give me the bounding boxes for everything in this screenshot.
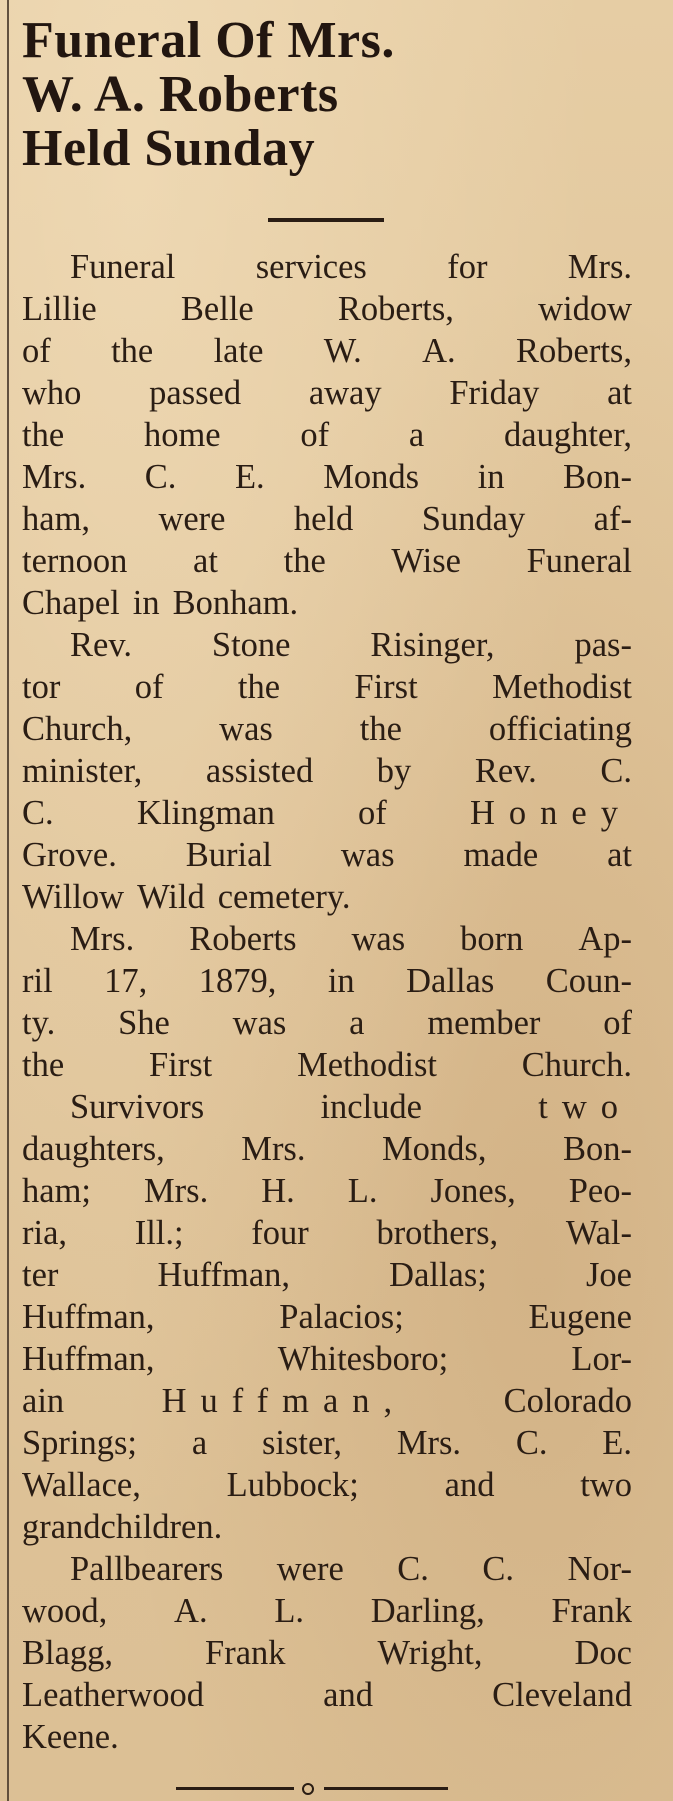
article-word: 1879,: [198, 962, 277, 1000]
article-word: the: [359, 710, 402, 748]
article-word: Bon-: [563, 458, 632, 496]
article-word: Rev.: [70, 626, 132, 664]
article-line: [22, 1464, 632, 1506]
article-word: Willow: [22, 878, 125, 916]
article-line: [22, 1548, 632, 1590]
article-word: was: [340, 836, 395, 874]
article-word: wood,: [22, 1592, 108, 1630]
article-word: Whitesboro;: [277, 1340, 449, 1378]
article-word: daughter,: [504, 416, 632, 454]
article-word: Chapel: [22, 584, 120, 622]
article-line: [22, 1296, 632, 1338]
article-word: Ill.;: [134, 1214, 184, 1252]
article-line: [22, 1506, 632, 1548]
article-word: of: [603, 1004, 632, 1042]
article-word: Monds: [323, 458, 420, 496]
article-word: Methodist: [297, 1046, 437, 1084]
article-line: [22, 876, 632, 918]
article-word: two: [580, 1466, 632, 1504]
headline: [22, 14, 632, 176]
article-word: Doc: [574, 1634, 632, 1672]
article-word: Roberts: [189, 920, 297, 958]
article-word: Huffman,: [161, 1382, 407, 1420]
article-line: [22, 1128, 632, 1170]
article-word: of: [134, 668, 164, 706]
article-word: Mrs.: [396, 1424, 462, 1462]
article-line: [22, 246, 632, 288]
article-word: Lillie: [22, 290, 97, 328]
article-line: [22, 414, 632, 456]
article-word: of: [358, 794, 387, 832]
ornament-rule-left: [176, 1787, 294, 1790]
article-word: Joe: [586, 1256, 632, 1294]
article-word: ria,: [22, 1214, 68, 1252]
article-line: [22, 960, 632, 1002]
article-word: She: [118, 1004, 170, 1042]
article-word: Survivors: [70, 1088, 205, 1126]
article-word: First: [148, 1046, 213, 1084]
article-word: C.: [397, 1550, 429, 1588]
article-word: were: [158, 500, 226, 538]
article-word: ham,: [22, 500, 91, 538]
article-word: away: [308, 374, 382, 412]
end-ornament: [176, 1783, 448, 1793]
ornament-circle: [302, 1783, 314, 1795]
article-word: and: [444, 1466, 495, 1504]
article-word: Palacios;: [279, 1298, 404, 1336]
article-word: Stone: [211, 626, 291, 664]
article-word: services: [255, 248, 367, 286]
article-word: Monds,: [381, 1130, 487, 1168]
article-word: the: [283, 542, 326, 580]
article-word: Cleveland: [492, 1676, 632, 1714]
article-line: [22, 1170, 632, 1212]
article-word: officiating: [488, 710, 632, 748]
article-word: the: [22, 416, 65, 454]
article-word: were: [276, 1550, 344, 1588]
article-word: L.: [274, 1592, 305, 1630]
article-word: at: [193, 542, 218, 580]
article-word: late: [213, 332, 264, 370]
article-word: the: [111, 332, 154, 370]
article-word: Methodist: [492, 668, 632, 706]
article-word: in: [327, 962, 355, 1000]
newspaper-clipping: [22, 14, 632, 1758]
article-word: Bon-: [562, 1130, 632, 1168]
article-word: Funeral: [70, 248, 176, 286]
article-line: [22, 1086, 632, 1128]
article-word: Ap-: [578, 920, 632, 958]
article-word: C.: [22, 794, 54, 832]
article-word: at: [607, 374, 632, 412]
article-word: held: [293, 500, 354, 538]
article-line: [22, 792, 632, 834]
article-word: Mrs.: [22, 458, 87, 496]
article-word: Peo-: [568, 1172, 632, 1210]
article-line: [22, 330, 632, 372]
article-word: Eugene: [528, 1298, 632, 1336]
article-word: a: [349, 1004, 365, 1042]
article-word: Honey: [469, 794, 632, 832]
article-word: widow: [538, 290, 632, 328]
article-word: Mrs.: [143, 1172, 209, 1210]
article-line: [22, 1422, 632, 1464]
article-word: Rev.: [474, 752, 537, 790]
article-word: Risinger,: [370, 626, 495, 664]
article-word: daughters,: [22, 1130, 165, 1168]
article-word: E.: [234, 458, 265, 496]
article-word: Church,: [22, 710, 133, 748]
article-word: member: [427, 1004, 541, 1042]
article-body: [22, 246, 632, 1758]
article-word: 17,: [104, 962, 148, 1000]
article-word: include: [320, 1088, 422, 1126]
article-word: Jones,: [430, 1172, 516, 1210]
article-word: sister,: [261, 1424, 343, 1462]
article-word: E.: [602, 1424, 632, 1462]
article-word: at: [607, 836, 632, 874]
article-word: passed: [149, 374, 242, 412]
article-word: home: [143, 416, 221, 454]
article-word: grandchildren.: [22, 1508, 223, 1546]
headline-line: Funeral Of Mrs.: [22, 12, 395, 69]
article-line: [22, 1380, 632, 1422]
article-word: Roberts,: [337, 290, 454, 328]
article-word: H.: [261, 1172, 295, 1210]
article-word: Keene.: [22, 1718, 119, 1756]
article-word: Burial: [185, 836, 272, 874]
article-word: a: [408, 416, 425, 454]
article-word: L.: [347, 1172, 378, 1210]
article-word: ternoon: [22, 542, 128, 580]
article-word: Leatherwood: [22, 1676, 205, 1714]
article-word: ter: [22, 1256, 59, 1294]
article-word: born: [460, 920, 524, 958]
article-word: Friday: [449, 374, 540, 412]
article-word: of: [22, 332, 51, 370]
article-word: Mrs.: [70, 920, 135, 958]
article-word: cemetery.: [217, 878, 351, 916]
article-line: [22, 1044, 632, 1086]
article-word: the: [22, 1046, 65, 1084]
article-word: Huffman,: [157, 1256, 291, 1294]
article-word: ty.: [22, 1004, 56, 1042]
article-word: Wal-: [565, 1214, 632, 1252]
article-line: [22, 1212, 632, 1254]
article-line: [22, 1338, 632, 1380]
article-line: [22, 666, 632, 708]
article-line: [22, 540, 632, 582]
article-word: Huffman,: [22, 1340, 155, 1378]
article-word: by: [376, 752, 412, 790]
article-word: four: [251, 1214, 309, 1252]
article-word: Klingman: [136, 794, 275, 832]
article-word: af-: [593, 500, 632, 538]
article-line: [22, 288, 632, 330]
article-word: Frank: [551, 1592, 632, 1630]
article-word: pas-: [574, 626, 632, 664]
article-word: made: [463, 836, 539, 874]
article-line: [22, 1632, 632, 1674]
article-word: ain: [22, 1382, 65, 1420]
article-word: brothers,: [376, 1214, 499, 1252]
article-word: Huffman,: [22, 1298, 155, 1336]
article-word: A.: [174, 1592, 208, 1630]
article-word: Colorado: [503, 1382, 632, 1420]
article-word: Blagg,: [22, 1634, 114, 1672]
article-word: Springs;: [22, 1424, 138, 1462]
article-line: [22, 1716, 632, 1758]
article-word: Mrs.: [241, 1130, 306, 1168]
headline-line: Held Sunday: [22, 120, 316, 177]
article-line: [22, 372, 632, 414]
article-word: ham;: [22, 1172, 91, 1210]
article-word: Lor-: [571, 1340, 632, 1378]
article-word: C.: [515, 1424, 548, 1462]
article-word: ril: [22, 962, 53, 1000]
article-word: Frank: [205, 1634, 286, 1672]
article-word: Bonham.: [172, 584, 299, 622]
article-word: who: [22, 374, 82, 412]
article-word: Funeral: [526, 542, 632, 580]
article-word: Belle: [180, 290, 254, 328]
headline-divider: [268, 218, 384, 222]
article-line: [22, 834, 632, 876]
article-word: Coun-: [545, 962, 632, 1000]
article-line: [22, 624, 632, 666]
article-word: was: [219, 710, 273, 748]
article-word: Dallas;: [389, 1256, 487, 1294]
article-word: Sunday: [421, 500, 526, 538]
article-word: a: [191, 1424, 208, 1462]
article-word: Dallas: [406, 962, 495, 1000]
article-line: [22, 1590, 632, 1632]
article-line: [22, 1254, 632, 1296]
article-word: Darling,: [370, 1592, 485, 1630]
article-word: Pallbearers: [70, 1550, 224, 1588]
article-word: minister,: [22, 752, 143, 790]
article-line: [22, 582, 632, 624]
article-word: Mrs.: [567, 248, 632, 286]
article-word: Grove.: [22, 836, 117, 874]
article-word: the: [237, 668, 281, 706]
article-word: of: [300, 416, 330, 454]
column-rule: [7, 0, 9, 1801]
article-word: Wild: [137, 878, 205, 916]
article-word: for: [447, 248, 488, 286]
article-word: C.: [600, 752, 632, 790]
article-word: was: [232, 1004, 287, 1042]
article-line: [22, 1002, 632, 1044]
article-word: in: [477, 458, 505, 496]
article-line: [22, 750, 632, 792]
article-word: Wise: [391, 542, 461, 580]
article-word: Wright,: [377, 1634, 483, 1672]
article-line: [22, 918, 632, 960]
article-word: Lubbock;: [226, 1466, 359, 1504]
headline-line: W. A. Roberts: [22, 66, 339, 123]
article-word: C.: [482, 1550, 515, 1588]
article-line: [22, 456, 632, 498]
ornament-rule-right: [324, 1787, 448, 1790]
article-word: two: [538, 1088, 632, 1126]
article-line: [22, 1674, 632, 1716]
article-word: W.: [323, 332, 362, 370]
article-word: tor: [22, 668, 61, 706]
article-word: assisted: [205, 752, 314, 790]
article-word: A.: [422, 332, 456, 370]
article-word: Roberts,: [516, 332, 632, 370]
article-line: [22, 498, 632, 540]
article-word: was: [351, 920, 406, 958]
article-word: in: [132, 584, 160, 622]
article-word: C.: [144, 458, 177, 496]
article-word: Wallace,: [22, 1466, 141, 1504]
article-word: Church.: [521, 1046, 632, 1084]
article-word: Nor-: [567, 1550, 632, 1588]
article-line: [22, 708, 632, 750]
article-word: First: [354, 668, 418, 706]
article-word: and: [323, 1676, 373, 1714]
